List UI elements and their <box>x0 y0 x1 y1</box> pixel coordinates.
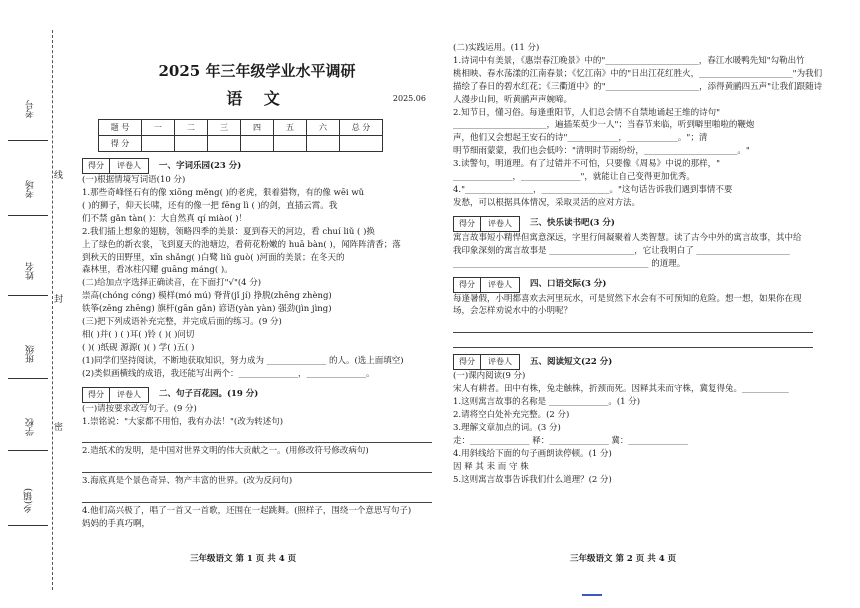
score-cell[interactable] <box>208 136 241 152</box>
sec3-line: ______________________________________________ 的道理。 <box>453 258 686 269</box>
score-box-label: 得分 <box>83 388 110 402</box>
reading-line: 5.这则寓言故事告诉我们什么道理？(2 分) <box>453 474 612 485</box>
grader-box-label: 评卷人 <box>488 218 512 228</box>
score-box <box>82 387 149 403</box>
score-box-label: 得分 <box>454 217 481 231</box>
practice-heading: (二)实践运用。(11 分) <box>453 43 540 53</box>
practice-line: 桃相映、春水荡漾的江南春景；《忆江南》中的"日出江花红胜火，______________________"为我们 <box>453 68 823 79</box>
grader-box-label: 评卷人 <box>488 279 512 289</box>
reading-heading: (一)课内阅读(9 分) <box>453 371 526 382</box>
blank-school[interactable] <box>8 450 48 451</box>
grader-box-label: 评卷人 <box>117 161 141 171</box>
page-two-footer: 三年级语文 第 2 页 共 4 页 <box>570 554 677 564</box>
s2-heading: (一)请按要求改写句子。(9 分) <box>82 403 197 414</box>
q1-line: 2.我们插上想象的翅膀，领略四季的美景：夏到春天的河边，看 chuí liǔ ( )换 <box>82 226 375 237</box>
section-three-title: 三、快乐读书吧(3 分) <box>530 218 615 229</box>
score-box-label: 得分 <box>83 159 110 173</box>
binding-strip <box>0 0 68 608</box>
q3-line: 相( )并( ) ( )耳( )铃 ( )( )问切 <box>82 329 195 340</box>
page-one-footer: 三年级语文 第 1 页 共 4 页 <box>190 554 297 564</box>
answer-line[interactable] <box>82 490 432 503</box>
section-three-header <box>453 216 813 232</box>
s2-item: 2.造纸术的发明，是中国对世界文明的伟大贡献之一。(用修改符号修改病句) <box>82 446 369 457</box>
score-cell[interactable] <box>274 136 307 152</box>
reading-line: 1.这则寓言故事的名称是 ______________。(1 分) <box>453 397 641 408</box>
score-table-head: 题 号 <box>99 120 142 136</box>
practice-line: ______________________，遍插茱萸少一人"；当春节来临，听到噼里啪啦的鞭炮 <box>453 120 755 131</box>
q1-line: 上了绿色的新衣裳，飞到夏天的池塘边，看荷花粉嫩的 huā bàn( )，闻阵阵清香；落 <box>82 239 401 250</box>
score-cell[interactable] <box>241 136 274 152</box>
score-box <box>453 354 520 370</box>
page-one <box>82 0 432 531</box>
score-table-head: 五 <box>274 120 307 136</box>
grader-box-label: 评卷人 <box>117 389 141 399</box>
reading-line: 2.请将空白处补充完整。(2 分) <box>453 410 570 421</box>
section-one-header <box>82 158 432 174</box>
seal-line <box>52 30 53 590</box>
seal-char-secret: 密 <box>54 420 63 433</box>
q3-line: ( )( )纸砚 源源( )( ) 学( )五( ) <box>82 342 195 353</box>
q2-line: 铁筝(zēng zhēng) 旗杆(gān gǎn) 谚语(yàn yàn) 强劲(jìn jìng) <box>82 304 332 315</box>
practice-line: 发愁，可以根据具体情况，采取灵活的应对方法。 <box>453 197 641 208</box>
label-town: 乡(镇) <box>24 488 34 514</box>
blank-exam-room[interactable] <box>8 215 48 216</box>
grader-box-label: 评卷人 <box>488 357 512 367</box>
q3-heading: (三)把下列成语补充完整，并完成后面的练习。(9 分) <box>82 317 282 328</box>
score-cell[interactable] <box>142 136 175 152</box>
practice-line: 人漫步山间，听黄鹂声声婉啼。 <box>453 94 573 105</box>
score-cell[interactable] <box>340 136 383 152</box>
exam-title: 2025 年三年级学业水平调研 <box>158 62 356 80</box>
score-cell[interactable] <box>307 136 340 152</box>
practice-line: 声，他们又会想起王安石的诗"____________，____________。"；清 <box>453 133 708 144</box>
q1-line: ( )的狮子，仰天长啸，还有的像一把 fēng lì ( )的剑，直插云霄。我 <box>82 200 338 211</box>
exam-date: 2025.06 <box>392 94 426 103</box>
page-two <box>453 0 823 486</box>
section-four-title: 四、口语交际(3 分) <box>530 279 607 290</box>
practice-line: 描绘了春日的碧水红花；《三衢道中》的"______________________，添得黄鹂四五声"让我们跟随诗 <box>453 81 823 92</box>
score-box <box>82 158 149 174</box>
q1-line: 森林里，看冰柱闪耀 guāng máng( )。 <box>82 265 233 276</box>
score-cell[interactable] <box>175 136 208 152</box>
q2-heading: (二)给加点字选择正确读音，在下面打"√"(4 分) <box>82 278 262 289</box>
blank-name[interactable] <box>8 295 48 296</box>
section-one-title: 一、字词乐园(23 分) <box>159 160 242 171</box>
blank-town[interactable] <box>8 525 48 526</box>
answer-line[interactable] <box>453 320 813 333</box>
blank-exam-number[interactable] <box>8 140 48 141</box>
q3-sub: (1)同学们坚持阅读，不断地获取知识，努力成为 ______________ 的人。(选上面填空) <box>82 355 404 366</box>
score-table <box>98 119 383 152</box>
label-exam-number: 考号 <box>26 100 36 118</box>
q1-line: 到秋天的田野里，xīn shǎng( )白鹭 liǔ guò( )河面的美景；在冬天的 <box>82 252 345 263</box>
seal-char-seal: 封 <box>54 292 63 305</box>
q1-line: 1.那些奇峰怪石有的像 xiōng měng( )的老虎，狠着猎物，有的像 wēi wǔ <box>82 188 365 199</box>
practice-line: ______________，______________"，就能让自己变得更加优秀。 <box>453 172 695 183</box>
exam-subject: 语 文 <box>226 88 288 108</box>
answer-line[interactable] <box>82 430 432 443</box>
q2-line: 崇高(chóng cóng) 模样(mó mú) 脊背(jǐ jí) 挣脱(zhēng zhèng) <box>82 291 332 302</box>
s2-item: 妈妈的手真巧啊， <box>82 519 151 530</box>
practice-line: 3.读警句，明道理。有了过错并不可怕，只要像《周易》中说的那样，" <box>453 159 721 170</box>
section-five-header <box>453 354 813 370</box>
label-exam-room: 考场 <box>26 180 36 198</box>
practice-line: 明节细雨蒙蒙，我们也会低吟："清明时节雨纷纷，______________________。" <box>453 146 750 157</box>
label-name: 姓名 <box>26 262 36 280</box>
sec4-line: 场，会怎样劝说水中的小明呢？ <box>453 306 573 317</box>
practice-line: 2.知节日，懂习俗。每逢重阳节，人们总会情不自禁地诵起王维的诗句" <box>453 107 721 118</box>
reading-line: 3.理解文章加点的词。(3 分) <box>453 422 561 433</box>
s2-item: 1.崇铭说："大家都不用怕，我有办法！"(改为转述句) <box>82 416 284 427</box>
reading-line: 因 释 其 耒 而 守 株 <box>453 461 529 472</box>
q1-line: 们不禁 gǎn tàn( )：大自然真 qí miào( )！ <box>82 213 248 224</box>
score-box <box>453 216 520 232</box>
reading-line: 走：______________ 释：______________ 冀：______________ <box>453 435 688 446</box>
reading-line: 宋人有耕者。田中有株，兔走触株，折颈而死。因释其耒而守株，冀复得兔。___________ <box>453 384 789 395</box>
s2-item: 4.他们高兴极了，唱了一首又一首歌，还围在一起跳舞。(照样子，围绕一个意思写句子) <box>82 506 412 517</box>
scan-mark <box>582 594 602 596</box>
score-table-head: 四 <box>241 120 274 136</box>
blank-class[interactable] <box>8 378 48 379</box>
sec3-line: 我印象深刻的寓言故事是 ____________________，它让我明白了 ______________________ <box>453 245 790 256</box>
score-table-head: 六 <box>307 120 340 136</box>
section-five-title: 五、阅读短文(22 分) <box>530 356 613 367</box>
section-four-header <box>453 277 813 293</box>
practice-line: 1.诗词中有美景，《惠崇春江晚景》中的"______________________，春江水暖鸭先知"勾勒出竹 <box>453 55 805 66</box>
sec4-line: 每逢暑假，小明都喜欢去河里玩水，可是贸然下水会有不可预知的危险。想一想，如果你在现 <box>453 293 802 304</box>
score-box-label: 得分 <box>454 278 481 292</box>
sec3-line: 寓言故事短小精悍但寓意深远，字里行间凝聚着人类智慧。读了古今中外的寓言故事，其中给 <box>453 232 802 243</box>
score-table-row-label: 得 分 <box>99 136 142 152</box>
score-box-label: 得分 <box>454 355 481 369</box>
q3-sub: (2)类似画横线的成语，我还能写出两个：______________，______________。 <box>82 368 375 379</box>
label-school: 学校 <box>26 418 36 436</box>
answer-line[interactable] <box>453 335 813 348</box>
seal-char-line: 线 <box>54 168 63 181</box>
score-table-head: 二 <box>175 120 208 136</box>
answer-line[interactable] <box>82 460 432 473</box>
score-table-head: 一 <box>142 120 175 136</box>
score-table-head: 三 <box>208 120 241 136</box>
label-class: 班级 <box>26 345 36 363</box>
score-table-head: 总 分 <box>340 120 383 136</box>
section-two-title: 二、句子百花园。(19 分) <box>159 389 259 400</box>
score-box <box>453 277 520 293</box>
s2-item: 3.海底真是个景色奇异、物产丰富的世界。(改为反问句) <box>82 476 293 487</box>
q1-heading: (一)根据情境写词语(10 分) <box>82 175 186 186</box>
practice-line: 4."________________，________________。"这句话告诉我们遇到事情不要 <box>453 184 733 195</box>
reading-line: 4.用斜线给下面的句子画朗读停顿。(1 分) <box>453 448 612 459</box>
section-two-header <box>82 387 432 403</box>
